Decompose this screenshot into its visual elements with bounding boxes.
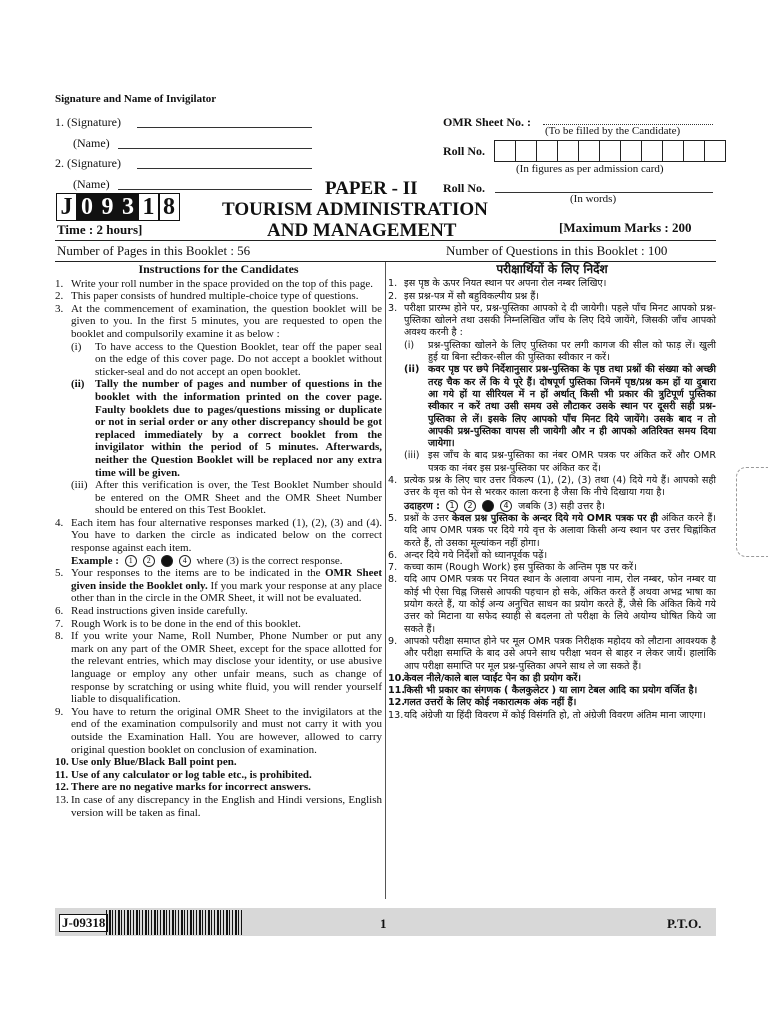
invigilator-heading: Signature and Name of Invigilator bbox=[55, 93, 217, 105]
list-item: 4. Each item has four alternative responses marked (1), (2), (3) and (4). You have to darken the circle as indicated below on the correct response against each item. bbox=[55, 516, 382, 555]
list-item: 8. यदि आप OMR पत्रक पर नियत स्थान के अलावा अपना नाम, रोल नम्बर, फोन नम्बर या कोई भी ऐसा चिह्न जिससे आपकी पहचान हो सके, अंकित करते हैं अथवा अभद्र भाषा का प्रयोग करते हैं, या कोई अन्य अनुचित साधन का प्रयोग करते हैं, जैसे कि अंकित किये गये उत्तर को मिटाना या सफेद स्याही से बदलना तो परीक्षा के लिये अयोग्य घोषित किये जा सकते हैं। bbox=[388, 574, 716, 635]
paper-code bbox=[57, 193, 180, 219]
list-item: 5. प्रश्नों के उत्तर केवल प्रश्न पुस्तिका के अन्दर दिये गये OMR पत्रक पर ही अंकित करने हैं। यदि आप OMR पत्रक पर दिये गये वृत्त के अलावा किसी अन्य स्थान पर उत्तर चिह्नांकित करते हैं, तो उसका मूल्यांकन नहीं होगा। bbox=[388, 512, 716, 549]
list-item: 12. गलत उत्तरों के लिए कोई नकारात्मक अंक नहीं हैं। bbox=[388, 697, 577, 709]
page-edge-tab bbox=[736, 467, 768, 557]
time-label: Time : 2 hours] bbox=[57, 222, 143, 237]
name-1-field[interactable] bbox=[118, 148, 312, 149]
list-item: 1. Write your roll number in the space provided on the top of this page. bbox=[55, 277, 373, 290]
paper-code-char: 3 bbox=[117, 193, 139, 221]
list-item: 2. This paper consists of hundred multiple-choice type of questions. bbox=[55, 290, 359, 303]
omr-label: OMR Sheet No. : bbox=[443, 115, 531, 129]
pages-count: Number of Pages in this Booklet : 56 bbox=[57, 243, 251, 258]
omr-note: (To be filled by the Candidate) bbox=[545, 125, 681, 137]
example-option-3-filled bbox=[161, 555, 173, 567]
roll-words-note: (In words) bbox=[570, 193, 617, 205]
sub-item: (ii) कवर पृष्ठ पर छपे निर्देशानुसार प्रश्न-पुस्तिका के पृष्ठ तथा प्रश्नों की संख्या को अच्छी तरह चैक कर लें कि ये पूरे हैं। दोषपूर्ण पुस्तिका जिनमें पृष्ठ/प्रश्न कम हों या दुबारा आ गये हों या सीरियल में न हों अर्थात् किसी भी प्रकार की त्रुटिपूर्ण पुस्तिका स्वीकार न करें तथा उसी समय उसे लौटाकर उसके स्थान पर दूसरी सही प्रश्न-पुस्तिका ले लें। इसके लिए आपको पाँच मिनट दिये जायेंगे। उसके बाद न तो आपकी प्रश्न-पुस्तिका वापस ली जायेगी और न ही आपको अतिरिक्त समय दिया जायेगा। bbox=[404, 364, 716, 450]
paper-title: PAPER - II bbox=[325, 178, 418, 199]
example-row: Example : 1 2 4 where (3) is the correct response. bbox=[71, 554, 343, 567]
pto-label: P.T.O. bbox=[667, 916, 702, 931]
example-row: उदाहरण : 1 2 4 जबकि (3) सही उत्तर है। bbox=[404, 500, 605, 512]
list-item: 6. अन्दर दिये गये निर्देशों को ध्यानपूर्वक पढ़ें। bbox=[388, 549, 548, 561]
english-heading: Instructions for the Candidates bbox=[138, 262, 299, 276]
list-item: 9. आपको परीक्षा समाप्त होने पर मूल OMR पत्रक निरीक्षक महोदय को लौटाना आवश्यक है और परीक्षा समाप्ति के बाद उसे अपने साथ परीक्षा भवन से बाहर न लेकर जायें। हालांकि आप परीक्षा समाप्ति पर मूल प्रश्न-पुस्तिका अपने साथ ले जा सकते हैं। bbox=[388, 635, 716, 672]
signature-1-label: 1. (Signature) bbox=[55, 115, 121, 129]
paper-code-char: 8 bbox=[158, 193, 180, 221]
list-item: 9. You have to return the original OMR Sheet to the invigilators at the end of the examination compulsorily and must not carry it with you outside the Examination Hall. You are however, allowed to carry original question booklet on conclusion of examination. bbox=[55, 705, 382, 756]
list-item: 10. केवल नीले/काले बाल प्वाईंट पेन का ही प्रयोग करें। bbox=[388, 672, 582, 684]
signature-2-label: 2. (Signature) bbox=[55, 156, 121, 170]
name-1-label: (Name) bbox=[73, 136, 110, 150]
paper-code-char: J bbox=[56, 193, 78, 221]
list-item: 11. किसी भी प्रकार का संगणक ( कैलकुलेटर ) या लाग टेबल आदि का प्रयोग वर्जित है। bbox=[388, 685, 698, 697]
signature-1-field[interactable] bbox=[137, 127, 312, 128]
hindi-heading: परीक्षार्थियों के लिए निर्देश bbox=[496, 262, 608, 276]
list-item: 3. At the commencement of examination, the question booklet will be given to you. In the first 5 minutes, you are requested to open the booklet and compulsorily examine it as below : bbox=[55, 302, 382, 340]
roll-note: (In figures as per admission card) bbox=[516, 163, 664, 175]
list-item: 13. In case of any discrepancy in the English and Hindi versions, English version will be taken as final. bbox=[55, 793, 382, 819]
list-item: 7. Rough Work is to be done in the end of this booklet. bbox=[55, 617, 301, 630]
name-2-field[interactable] bbox=[118, 189, 312, 190]
list-item: 10. Use only Blue/Black Ball point pen. bbox=[55, 756, 237, 769]
sub-item: (i) To have access to the Question Booklet, tear off the paper seal on the edge of this cover page. Do not accept a booklet without sticker-seal and do not accept an open booklet. bbox=[71, 340, 382, 378]
list-item: 2. इस प्रश्न-पत्र में सौ बहुविकल्पीय प्रश्न हैं। bbox=[388, 290, 539, 302]
example-option-2: 2 bbox=[143, 555, 155, 567]
list-item: 12. There are no negative marks for incorrect answers. bbox=[55, 781, 311, 794]
max-marks-label: [Maximum Marks : 200 bbox=[559, 220, 692, 235]
list-item: 11. Use of any calculator or log table etc., is prohibited. bbox=[55, 768, 312, 781]
list-item: 13. यदि अंग्रेजी या हिंदी विवरण में कोई विसंगति हो, तो अंग्रेजी विवरण अंतिम माना जाएगा। bbox=[388, 709, 706, 721]
subject-line-2: AND MANAGEMENT bbox=[267, 220, 457, 241]
list-item: 7. कच्चा काम (Rough Work) इस पुस्तिका के अन्तिम पृष्ठ पर करें। bbox=[388, 562, 637, 574]
paper-code-char: 1 bbox=[138, 193, 160, 221]
english-instructions bbox=[55, 263, 382, 819]
roll-label: Roll No. bbox=[443, 144, 485, 158]
list-item: 6. Read instructions given inside carefully. bbox=[55, 605, 248, 618]
questions-count: Number of Questions in this Booklet : 100 bbox=[446, 243, 668, 258]
list-item: 8. If you write your Name, Roll Number, Phone Number or put any mark on any part of the OMR Sheet, except for the space allotted for the relevant entries, which may disclose your identity, or use abusive language or employ any other unfair means, such as change of response by scratching or using white fluid, you will render yourself liable to disqualification. bbox=[55, 630, 382, 706]
sub-item: (ii) Tally the number of pages and number of questions in the booklet with the information printed on the cover page. Faulty booklets due to pages/questions missing or duplicate or not in serial order or any other discrepancy should be got replaced immediately by a correct booklet from the invigilator within the period of 5 minutes. Afterwards, neither the Question Booklet will be replaced nor any extra time will be given. bbox=[71, 378, 382, 479]
hindi-instructions bbox=[388, 263, 716, 722]
example-option-1: 1 bbox=[125, 555, 137, 567]
list-item: 4. प्रत्येक प्रश्न के लिए चार उत्तर विकल्प (1), (2), (3) तथा (4) दिये गये हैं। आपको सही उत्तर के वृत्त को पेन से भरकर काला करना है जैसा कि नीचे दिखाया गया है। bbox=[388, 475, 716, 499]
divider bbox=[55, 240, 716, 241]
sub-item: (i) प्रश्न-पुस्तिका खोलने के लिए पुस्तिका पर लगी कागज की सील को फाड़ लें। खुली हुई या बिना स्टीकर-सील की पुस्तिका स्वीकार न करें। bbox=[404, 339, 716, 364]
list-item: 1. इस पृष्ठ के ऊपर नियत स्थान पर अपना रोल नम्बर लिखिए। bbox=[388, 278, 607, 290]
column-divider bbox=[385, 262, 386, 899]
example-option-1: 1 bbox=[446, 500, 458, 512]
example-option-2: 2 bbox=[464, 500, 476, 512]
sub-item: (iii) After this verification is over, the Test Booklet Number should be entered on the OMR Sheet and the OMR Sheet Number should be entered on this Test Booklet. bbox=[71, 479, 382, 517]
list-item: 3. परीक्षा प्रारम्भ होने पर, प्रश्न-पुस्तिका आपको दे दी जायेगी। पहले पाँच मिनट आपको प्रश्न-पुस्तिका खोलने तथा उसकी निम्नलिखित जाँच के लिए दिये जायेंगे, जिसकी जाँच आपको अवश्य करनी है : bbox=[388, 302, 716, 339]
paper-code-char: 9 bbox=[97, 193, 119, 221]
name-2-label: (Name) bbox=[73, 177, 110, 191]
footer-code: J-09318 bbox=[59, 914, 108, 932]
example-option-4: 4 bbox=[179, 555, 191, 567]
sub-item: (iii) इस जाँच के बाद प्रश्न-पुस्तिका का नंबर OMR पत्रक पर अंकित करें और OMR पत्रक का नंबर इस प्रश्न-पुस्तिका पर अंकित कर दें। bbox=[404, 450, 716, 474]
example-option-3-filled bbox=[482, 500, 494, 512]
paper-code-char: 0 bbox=[76, 193, 98, 221]
page-number: 1 bbox=[380, 916, 387, 931]
list-item: 5. Your responses to the items are to be indicated in the OMR Sheet given inside the Booklet only. If you mark your response at any place other than in the circle in the OMR Sheet, it will not be evaluated. bbox=[55, 567, 383, 605]
signature-2-field[interactable] bbox=[137, 168, 312, 169]
roll-number-boxes[interactable] bbox=[495, 140, 726, 162]
barcode-icon bbox=[106, 910, 244, 935]
roll-words-label: Roll No. bbox=[443, 181, 485, 195]
example-option-4: 4 bbox=[500, 500, 512, 512]
subject-line-1: TOURISM ADMINISTRATION bbox=[222, 199, 488, 220]
